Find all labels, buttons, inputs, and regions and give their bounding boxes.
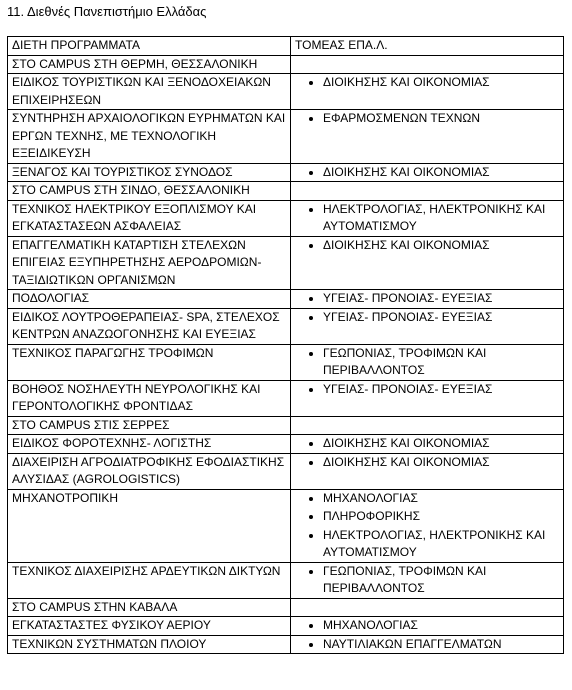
sector-list-item: • ΓΕΩΠΟΝΙΑΣ, ΤΡΟΦΙΜΩΝ ΚΑΙ ΠΕΡΙΒΑΛΛΟΝΤΟΣ <box>323 563 560 598</box>
table-row <box>8 617 564 636</box>
sector-list-item: • ΔΙΟΙΚΗΣΗΣ ΚΑΙ ΟΙΚΟΝΟΜΙΑΣ <box>323 237 560 255</box>
table-row <box>8 74 564 110</box>
sector-list-item: • ΔΙΟΙΚΗΣΗΣ ΚΑΙ ΟΙΚΟΝΟΜΙΑΣ <box>323 164 560 182</box>
sector-list-item: • ΜΗΧΑΝΟΛΟΓΙΑΣ <box>323 490 560 508</box>
sector-list-item: • ΔΙΟΙΚΗΣΗΣ ΚΑΙ ΟΙΚΟΝΟΜΙΑΣ <box>323 454 560 472</box>
sector-cell <box>291 200 564 236</box>
table-row <box>8 380 564 416</box>
sector-cell <box>291 453 564 489</box>
sector-list-item: • ΕΦΑΡΜΟΣΜΕΝΩΝ ΤΕΧΝΩΝ <box>323 110 560 128</box>
document-heading: 11. Διεθνές Πανεπιστήμιο Ελλάδας <box>7 4 207 19</box>
table-row <box>8 435 564 454</box>
campus-heading-cell: ΣΤΟ CAMPUS ΣΤΙΣ ΣΕΡΡΕΣ <box>8 416 291 435</box>
sector-list <box>295 345 560 380</box>
sector-list-item: • ΥΓΕΙΑΣ- ΠΡΟΝΟΙΑΣ- ΕΥΕΞΙΑΣ <box>323 290 560 308</box>
sector-cell <box>291 562 564 598</box>
sector-cell <box>291 290 564 309</box>
sector-cell <box>291 617 564 636</box>
program-cell: ΕΙΔΙΚΟΣ ΦΟΡΟΤΕΧΝΗΣ- ΛΟΓΙΣΤΗΣ <box>8 435 291 454</box>
campus-heading-cell: ΣΤΟ CAMPUS ΣΤΗ ΘΕΡΜΗ, ΘΕΣΣΑΛΟΝΙΚΗ <box>8 55 291 74</box>
sector-list <box>295 290 560 308</box>
program-cell: ΤΕΧΝΙΚΟΣ ΠΑΡΑΓΩΓΗΣ ΤΡΟΦΙΜΩΝ <box>8 344 291 380</box>
sector-list-item: • ΝΑΥΤΙΛΙΑΚΩΝ ΕΠΑΓΓΕΛΜΑΤΩΝ <box>323 636 560 654</box>
column-header-sectors: ΤΟΜΕΑΣ ΕΠΑ.Λ. <box>291 37 564 56</box>
sector-list-item: • ΗΛΕΚΤΡΟΛΟΓΙΑΣ, ΗΛΕΚΤΡΟΝΙΚΗΣ ΚΑΙ ΑΥΤΟΜΑΤΙΣΜΟΥ <box>323 201 560 236</box>
table-row <box>8 290 564 309</box>
program-cell: ΤΕΧΝΙΚΟΣ ΗΛΕΚΤΡΙΚΟΥ ΕΞΟΠΛΙΣΜΟΥ ΚΑΙ ΕΓΚΑΤΑΣΤΑΣΕΩΝ ΑΣΦΑΛΕΙΑΣ <box>8 200 291 236</box>
table-row <box>8 200 564 236</box>
sector-cell <box>291 598 564 617</box>
sector-list-item: • ΥΓΕΙΑΣ- ΠΡΟΝΟΙΑΣ- ΕΥΕΞΙΑΣ <box>323 381 560 399</box>
campus-row <box>8 55 564 74</box>
sector-cell <box>291 635 564 654</box>
campus-row <box>8 598 564 617</box>
sector-list <box>295 636 560 654</box>
sector-cell <box>291 182 564 201</box>
table-header-row <box>8 37 564 56</box>
table-row <box>8 308 564 344</box>
program-cell: ΕΓΚΑΤΑΣΤΑΣΤΕΣ ΦΥΣΙΚΟΥ ΑΕΡΙΟΥ <box>8 617 291 636</box>
sector-list-item: • ΥΓΕΙΑΣ- ΠΡΟΝΟΙΑΣ- ΕΥΕΞΙΑΣ <box>323 309 560 327</box>
table-body <box>8 55 564 654</box>
sector-list <box>295 74 560 92</box>
sector-list <box>295 309 560 327</box>
sector-list-item: • ΗΛΕΚΤΡΟΛΟΓΙΑΣ, ΗΛΕΚΤΡΟΝΙΚΗΣ ΚΑΙ ΑΥΤΟΜΑΤΙΣΜΟΥ <box>323 527 560 562</box>
sector-cell <box>291 489 564 562</box>
program-cell: ΜΗΧΑΝΟΤΡΟΠΙΚΗ <box>8 489 291 562</box>
sector-list <box>295 490 560 562</box>
table-row <box>8 344 564 380</box>
sector-list <box>295 110 560 128</box>
program-cell: ΒΟΗΘΟΣ ΝΟΣΗΛΕΥΤΗ ΝΕΥΡΟΛΟΓΙΚΗΣ ΚΑΙ ΓΕΡΟΝΤΟΛΟΓΙΚΗΣ ΦΡΟΝΤΙΔΑΣ <box>8 380 291 416</box>
program-cell: ΣΥΝΤΗΡΗΣΗ ΑΡΧΑΙΟΛΟΓΙΚΩΝ ΕΥΡΗΜΑΤΩΝ ΚΑΙ ΕΡΓΩΝ ΤΕΧΝΗΣ, ΜΕ ΤΕΧΝΟΛΟΓΙΚΗ ΕΞΕΙΔΙΚΕΥΣΗ <box>8 110 291 164</box>
sector-list <box>295 454 560 472</box>
sector-list <box>295 201 560 236</box>
program-cell: ΕΠΑΓΓΕΛΜΑΤΙΚΗ ΚΑΤΑΡΤΙΣΗ ΣΤΕΛΕΧΩΝ ΕΠΙΓΕΙΑΣ ΕΞΥΠΗΡΕΤΗΣΗΣ ΑΕΡΟΔΡΟΜΙΩΝ-ΤΑΞΙΔΙΩΤΙΚΩΝ ΟΡΓΑΝΙΣΜΩΝ <box>8 236 291 290</box>
sector-list <box>295 563 560 598</box>
table-row <box>8 562 564 598</box>
program-cell: ΤΕΧΝΙΚΩΝ ΣΥΣΤΗΜΑΤΩΝ ΠΛΟΙΟΥ <box>8 635 291 654</box>
program-cell: ΕΙΔΙΚΟΣ ΛΟΥΤΡΟΘΕΡΑΠΕΙΑΣ- SPA, ΣΤΕΛΕΧΟΣ ΚΕΝΤΡΩΝ ΑΝΑΖΩΟΓΟΝΗΣΗΣ ΚΑΙ ΕΥΕΞΙΑΣ <box>8 308 291 344</box>
sector-list <box>295 617 560 635</box>
table-row <box>8 110 564 164</box>
campus-heading-cell: ΣΤΟ CAMPUS ΣΤΗ ΣΙΝΔΟ, ΘΕΣΣΑΛΟΝΙΚΗ <box>8 182 291 201</box>
program-cell: ΞΕΝΑΓΟΣ ΚΑΙ ΤΟΥΡΙΣΤΙΚΟΣ ΣΥΝΟΔΟΣ <box>8 163 291 182</box>
sector-cell <box>291 55 564 74</box>
sector-list <box>295 435 560 453</box>
sector-list-item: • ΓΕΩΠΟΝΙΑΣ, ΤΡΟΦΙΜΩΝ ΚΑΙ ΠΕΡΙΒΑΛΛΟΝΤΟΣ <box>323 345 560 380</box>
sector-list-item: • ΠΛΗΡΟΦΟΡΙΚΗΣ <box>323 508 560 526</box>
sector-list <box>295 237 560 255</box>
sector-cell <box>291 435 564 454</box>
sector-cell <box>291 380 564 416</box>
sector-list-item: • ΔΙΟΙΚΗΣΗΣ ΚΑΙ ΟΙΚΟΝΟΜΙΑΣ <box>323 74 560 92</box>
sector-cell <box>291 236 564 290</box>
program-cell: ΕΙΔΙΚΟΣ ΤΟΥΡΙΣΤΙΚΩΝ ΚΑΙ ΞΕΝΟΔΟΧΕΙΑΚΩΝ ΕΠΙΧΕΙΡΗΣΕΩΝ <box>8 74 291 110</box>
sector-list-item: • ΜΗΧΑΝΟΛΟΓΙΑΣ <box>323 617 560 635</box>
sector-list <box>295 381 560 399</box>
sector-cell <box>291 110 564 164</box>
table-row <box>8 453 564 489</box>
program-cell: ΠΟΔΟΛΟΓΙΑΣ <box>8 290 291 309</box>
campus-heading-cell: ΣΤΟ CAMPUS ΣΤΗΝ ΚΑΒΑΛΑ <box>8 598 291 617</box>
sector-cell <box>291 308 564 344</box>
table-row <box>8 163 564 182</box>
table-row <box>8 236 564 290</box>
campus-row <box>8 416 564 435</box>
program-cell: ΔΙΑΧΕΙΡΙΣΗ ΑΓΡΟΔΙΑΤΡΟΦΙΚΗΣ ΕΦΟΔΙΑΣΤΙΚΗΣ ΑΛΥΣΙΔΑΣ (AGROLOGISTICS) <box>8 453 291 489</box>
table-row <box>8 635 564 654</box>
column-header-programs: ΔΙΕΤΗ ΠΡΟΓΡΑΜΜΑΤΑ <box>8 37 291 56</box>
sector-list <box>295 164 560 182</box>
sector-cell <box>291 163 564 182</box>
sector-list-item: • ΔΙΟΙΚΗΣΗΣ ΚΑΙ ΟΙΚΟΝΟΜΙΑΣ <box>323 435 560 453</box>
campus-row <box>8 182 564 201</box>
table-row <box>8 489 564 562</box>
programs-table <box>7 36 564 654</box>
sector-cell <box>291 344 564 380</box>
sector-cell <box>291 74 564 110</box>
sector-cell <box>291 416 564 435</box>
program-cell: ΤΕΧΝΙΚΟΣ ΔΙΑΧΕΙΡΙΣΗΣ ΑΡΔΕΥΤΙΚΩΝ ΔΙΚΤΥΩΝ <box>8 562 291 598</box>
